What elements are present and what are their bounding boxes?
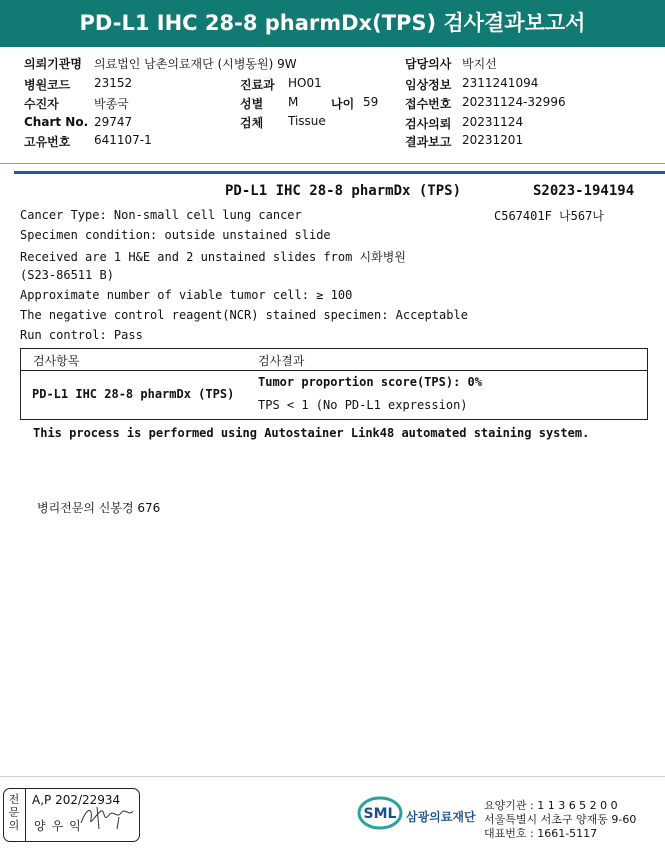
hospital-code-label: 병원코드 <box>24 78 71 92</box>
ncr-line: The negative control reagent(NCR) stained specimen: Acceptable <box>20 308 468 322</box>
tps-interpretation-cell: TPS < 1 (No PD-L1 expression) <box>258 398 468 412</box>
test-name-cell: PD-L1 IHC 28-8 pharmDx (TPS) <box>32 387 235 401</box>
stamp-vertical-label: 전문의 <box>8 793 20 832</box>
doctor-label: 담당의사 <box>405 57 452 71</box>
agency-number: 요양기관 : 1 1 3 6 5 2 0 0 <box>484 799 618 812</box>
footer-divider <box>0 776 665 777</box>
pathologist-signature: 병리전문의 신봉경 676 <box>37 501 161 515</box>
address: 서울특별시 서초구 양재동 9-60 <box>484 813 637 826</box>
sex-label: 성별 <box>240 97 264 111</box>
specimen-label: 검체 <box>240 116 264 130</box>
age-label: 나이 <box>331 97 355 111</box>
report-date-label: 결과보고 <box>405 135 452 149</box>
stamp-license: A,P 202/22934 <box>32 793 121 807</box>
hospital-code-value: 23152 <box>94 76 133 90</box>
report-title: PD-L1 IHC 28-8 pharmDx(TPS) 검사결과보고서 <box>0 0 665 47</box>
specimen-condition-line: Specimen condition: outside unstained slide <box>20 228 331 242</box>
cancer-type-line: Cancer Type: Non-small cell lung cancer <box>20 208 302 222</box>
header-divider <box>0 163 665 164</box>
chart-value: 29747 <box>94 115 133 129</box>
sml-logo <box>357 795 403 835</box>
sex-value: M <box>288 95 299 109</box>
stamp-divider <box>25 789 26 841</box>
clinical-info-label: 임상정보 <box>405 78 452 92</box>
run-control-line: Run control: Pass <box>20 328 143 342</box>
phone-number: 대표번호 : 1661-5117 <box>484 827 598 840</box>
chart-label: Chart No. <box>24 115 89 129</box>
test-title: PD-L1 IHC 28-8 pharmDx (TPS) <box>225 183 462 199</box>
receipt-value: 20231124-32996 <box>462 95 566 109</box>
department-label: 진료과 <box>240 78 275 92</box>
handwritten-signature <box>79 803 135 831</box>
logo-abbr: SML <box>363 806 397 822</box>
stamp-name: 양우익 <box>34 819 87 833</box>
doctor-value: 박지선 <box>462 57 497 71</box>
patient-value: 박종국 <box>94 97 129 111</box>
pathologist-stamp <box>3 788 140 842</box>
id-label: 고유번호 <box>24 135 71 149</box>
received-line: Received are 1 H&E and 2 unstained slides from 시화병원 <box>20 250 406 264</box>
logo-name: 삼광의료재단 <box>406 810 476 824</box>
tps-score-cell: Tumor proportion score(TPS): 0% <box>258 375 482 389</box>
case-number: S2023-194194 <box>533 183 635 199</box>
block-code: C567401F 나567나 <box>494 209 604 223</box>
tumor-cell-line: Approximate number of viable tumor cell: ≥ 100 <box>20 288 353 302</box>
patient-label: 수진자 <box>24 97 59 111</box>
report-date-value: 20231201 <box>462 133 524 147</box>
clinical-info-value: 2311241094 <box>462 76 539 90</box>
institution-label: 의뢰기관명 <box>24 57 82 71</box>
id-value: 641107-1 <box>94 133 152 147</box>
age-value: 59 <box>363 95 379 109</box>
section-accent-rule <box>14 171 665 174</box>
table-header-divider <box>21 370 647 371</box>
request-label: 검사의뢰 <box>405 117 452 131</box>
institution-value: 의료법인 남촌의료재단 (시병동원) 9W <box>94 57 297 71</box>
receipt-label: 접수번호 <box>405 97 452 111</box>
request-value: 20231124 <box>462 115 524 129</box>
col-header-result: 검사결과 <box>258 354 305 368</box>
result-table <box>20 348 648 420</box>
department-value: HO01 <box>288 76 322 90</box>
slide-id-line: (S23-86511 B) <box>20 268 114 282</box>
col-header-test: 검사항목 <box>33 354 80 368</box>
specimen-value: Tissue <box>288 114 326 128</box>
process-note: This process is performed using Autostainer Link48 automated staining system. <box>33 426 590 440</box>
